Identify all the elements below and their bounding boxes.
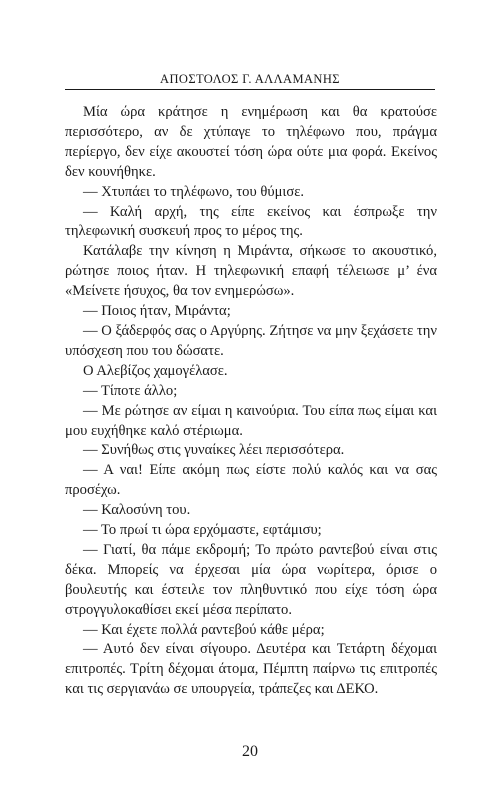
paragraph: — Καλή αρχή, της είπε εκείνος και έσπρωξε την τηλεφωνική συσκευή προς το μέρος της. [65, 203, 437, 240]
paragraph: — Με ρώτησε αν είμαι η καινούρια. Του είπα πως είμαι και μου ευχήθηκε καλό στέριωμα. [65, 402, 437, 439]
paragraph: — Γιατί, θα πάμε εκδρομή; Το πρώτο ραντεβού είναι στις δέκα. Μπορείς να έρχεσαι μία ώρα νωρίτερα, όρισε ο βουλευτής και έστειλε τον πληθυντικό που είχε τόση ώρα στρογγυλοκαθίσει εκεί μέσα περίπατο. [65, 541, 437, 618]
paragraph: Ο Αλεβίζος χαμογέλασε. [83, 362, 228, 379]
running-header-author: ΑΠΟΣΤΟΛΟΣ Γ. ΑΛΛΑΜΑΝΗΣ [160, 72, 340, 86]
paragraph: — Αυτό δεν είναι σίγουρο. Δευτέρα και Τετάρτη δέχομαι επιτροπές. Τρίτη δέχομαι άτομα, Πέμπτη παίρνω τις επιτροπές και τις σεργιανάω σε υπουργεία, τράπεζες και ΔΕΚΟ. [65, 641, 437, 698]
paragraph: — Το πρωί τι ώρα ερχόμαστε, εφτάμισυ; [83, 522, 322, 539]
paragraph: Κατάλαβε την κίνηση η Μιράντα, σήκωσε το ακουστικό, ρώτησε ποιος ήταν. Η τηλεφωνική επαφή τέλειωσε μ’ ένα «Μείνετε ήσυχος, θα τον ενημερώσω». [65, 243, 437, 300]
paragraph: Μία ώρα κράτησε η ενημέρωση και θα κρατούσε περισσότερο, αν δε χτύπαγε το τηλέφωνο που, πράγμα περίεργο, δεν είχε ακουστεί τόση ώρα ούτε μια φορά. Εκείνος δεν κουνήθηκε. [65, 104, 437, 180]
page-number: 20 [242, 743, 258, 760]
paragraph: — Ποιος ήταν, Μιράντα; [83, 303, 231, 320]
paragraph: — Και έχετε πολλά ραντεβού κάθε μέρα; [83, 621, 325, 638]
paragraph: — Ο ξάδερφός σας ο Αργύρης. Ζήτησε να μην ξεχάσετε την υπόσχεση που του δώσατε. [65, 322, 437, 359]
paragraph: — Χτυπάει το τηλέφωνο, του θύμισε. [83, 183, 304, 200]
body-text [65, 103, 437, 700]
paragraph: — Τίποτε άλλο; [83, 382, 178, 399]
paragraph: — Καλοσύνη του. [83, 502, 191, 519]
paragraph: — Συνήθως στις γυναίκες λέει περισσότερα. [83, 442, 345, 459]
header-rule [65, 89, 435, 90]
paragraph: — Α ναι! Είπε ακόμη πως είστε πολύ καλός και να σας προσέχω. [65, 462, 437, 499]
